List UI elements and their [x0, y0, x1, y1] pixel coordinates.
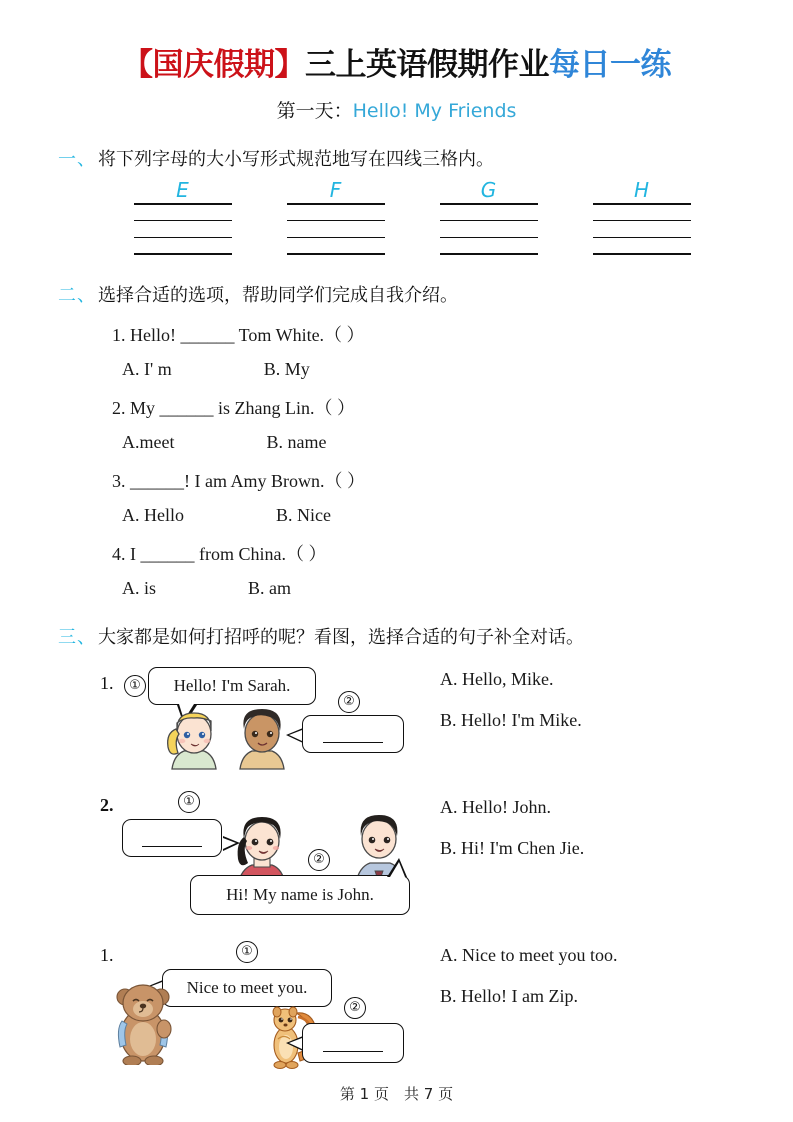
dialogue-3-choice-a[interactable]: A. Nice to meet you too. — [440, 945, 618, 966]
exercise2-prompt: 选择合适的选项，帮助同学们完成自我介绍。 — [98, 285, 458, 306]
letter-grid-cell — [273, 177, 398, 255]
letter-label-e: E — [176, 178, 189, 203]
exercise1-number: 一、 — [58, 149, 96, 171]
boy-mike-illustration — [230, 705, 292, 773]
title-blue-part: 每日一练 — [549, 47, 671, 83]
dialogue-item-2 — [100, 787, 793, 927]
bear-illustration — [108, 977, 178, 1065]
dialogue-1-bubble-1[interactable] — [148, 667, 316, 705]
dialogue-3-marker-2: ② — [344, 997, 366, 1019]
dialogue-2-choice-b[interactable]: B. Hi! I'm Chen Jie. — [440, 838, 585, 859]
grid-line-bottom — [287, 253, 385, 255]
dialogue-2-choice-a[interactable]: A. Hello! John. — [440, 797, 551, 818]
dialogue-2-marker-1: ① — [178, 791, 200, 813]
dialogue-1-marker-1: ① — [124, 675, 146, 697]
grid-line-second — [593, 220, 691, 221]
page-footer: 第 1 页 共 7 页 — [339, 1085, 454, 1103]
dialogue-3-bubble-2[interactable] — [302, 1023, 404, 1063]
question-3-option-a[interactable]: A. Hello — [122, 505, 184, 526]
grid-line-bottom — [593, 253, 691, 255]
page-title — [0, 48, 793, 82]
subtitle-topic: Hello! My Friends — [352, 100, 517, 123]
question-1-options — [122, 359, 793, 380]
letter-grid-row — [0, 177, 793, 255]
question-1-option-a[interactable]: A. I' m — [122, 359, 172, 380]
grid-line-bottom — [134, 253, 232, 255]
question-1-option-b[interactable]: B. My — [263, 359, 310, 380]
grid-line-third — [440, 237, 538, 238]
dialogue-1-bubble-1-text: Hello! I'm Sarah. — [173, 676, 291, 696]
question-3-text: 3. ______! I am Amy Brown.（ ） — [112, 471, 365, 492]
question-2-text: 2. My ______ is Zhang Lin.（ ） — [112, 398, 355, 419]
title-bracket-part: 【国庆假期】 — [122, 47, 305, 83]
bubble-tail-icon — [286, 1036, 303, 1051]
grid-line-third — [134, 237, 232, 238]
girl-sarah-illustration — [162, 707, 224, 773]
exercise3-heading — [58, 623, 793, 649]
dialogue-2-number: 2. — [100, 795, 114, 816]
dialogue-2-bubble-2-text: Hi! My name is John. — [226, 885, 374, 905]
exercise2-heading — [58, 281, 793, 307]
letter-grid-cell — [579, 177, 704, 255]
dialogue-3-bubble-1[interactable] — [162, 969, 332, 1007]
question-3-options — [122, 505, 793, 526]
dialogue-2-marker-2: ② — [308, 849, 330, 871]
grid-line-top — [287, 203, 385, 205]
subtitle-day-label: 第一天： — [276, 100, 353, 123]
grid-line-third — [287, 237, 385, 238]
dialogue-3-marker-1: ① — [236, 941, 258, 963]
dialogue-1-marker-2: ② — [338, 691, 360, 713]
exercise3-number: 三、 — [58, 627, 96, 649]
question-4-option-a[interactable]: A. is — [122, 578, 157, 599]
question-2-options — [122, 432, 793, 453]
dialogue-1-choice-b[interactable]: B. Hello! I'm Mike. — [440, 710, 582, 731]
question-2-option-a[interactable]: A.meet — [122, 432, 175, 453]
dialogue-2-bubble-2[interactable] — [190, 875, 410, 915]
letter-label-h: H — [633, 178, 650, 203]
question-1-text: 1. Hello! ______ Tom White.（ ） — [112, 325, 365, 346]
grid-line-top — [440, 203, 538, 205]
letter-grid-cell — [120, 177, 245, 255]
question-4-text: 4. I ______ from China.（ ） — [112, 544, 327, 565]
dialogue-3-bubble-1-text: Nice to meet you. — [186, 978, 308, 998]
dialogue-3-number: 1. — [100, 945, 114, 966]
question-4-options — [122, 578, 793, 599]
grid-line-second — [287, 220, 385, 221]
letter-grid-cell — [426, 177, 551, 255]
exercise3-prompt: 大家都是如何打招呼的呢？看图，选择合适的句子补全对话。 — [98, 627, 584, 648]
grid-line-third — [593, 237, 691, 238]
dialogue-3-choice-b[interactable]: B. Hello! I am Zip. — [440, 986, 578, 1007]
four-line-grid[interactable] — [440, 203, 538, 255]
grid-line-top — [593, 203, 691, 205]
grid-line-top — [134, 203, 232, 205]
exercise2-number: 二、 — [58, 285, 96, 307]
title-main-part: 三上英语假期作业 — [305, 47, 549, 83]
four-line-grid[interactable] — [593, 203, 691, 255]
dialogue-item-3 — [100, 941, 793, 1073]
dialogue-2-answer-line[interactable] — [142, 845, 201, 847]
dialogue-1-choice-a[interactable]: A. Hello, Mike. — [440, 669, 554, 690]
dialogue-2-choices — [440, 797, 584, 859]
page-subtitle — [0, 96, 793, 123]
letter-label-f: F — [329, 178, 342, 203]
grid-line-second — [440, 220, 538, 221]
exercise1-heading — [58, 145, 793, 171]
question-3-option-b[interactable]: B. Nice — [276, 505, 331, 526]
dialogue-2-bubble-1[interactable] — [122, 819, 222, 857]
grid-line-second — [134, 220, 232, 221]
dialogue-1-number: 1. — [100, 673, 114, 694]
letter-label-g: G — [480, 178, 497, 203]
four-line-grid[interactable] — [287, 203, 385, 255]
dialogue-3-choices — [440, 945, 617, 1007]
dialogue-item-1 — [100, 663, 793, 775]
four-line-grid[interactable] — [134, 203, 232, 255]
bubble-tail-icon — [387, 858, 407, 877]
question-4-option-b[interactable]: B. am — [248, 578, 292, 599]
dialogue-1-answer-line[interactable] — [323, 741, 384, 743]
exercise1-prompt: 将下列字母的大小写形式规范地写在四线三格内。 — [98, 149, 494, 170]
dialogue-3-answer-line[interactable] — [323, 1050, 384, 1052]
grid-line-bottom — [440, 253, 538, 255]
dialogue-1-bubble-2[interactable] — [302, 715, 404, 753]
question-2-option-b[interactable]: B. name — [266, 432, 327, 453]
dialogue-1-choices — [440, 669, 582, 731]
